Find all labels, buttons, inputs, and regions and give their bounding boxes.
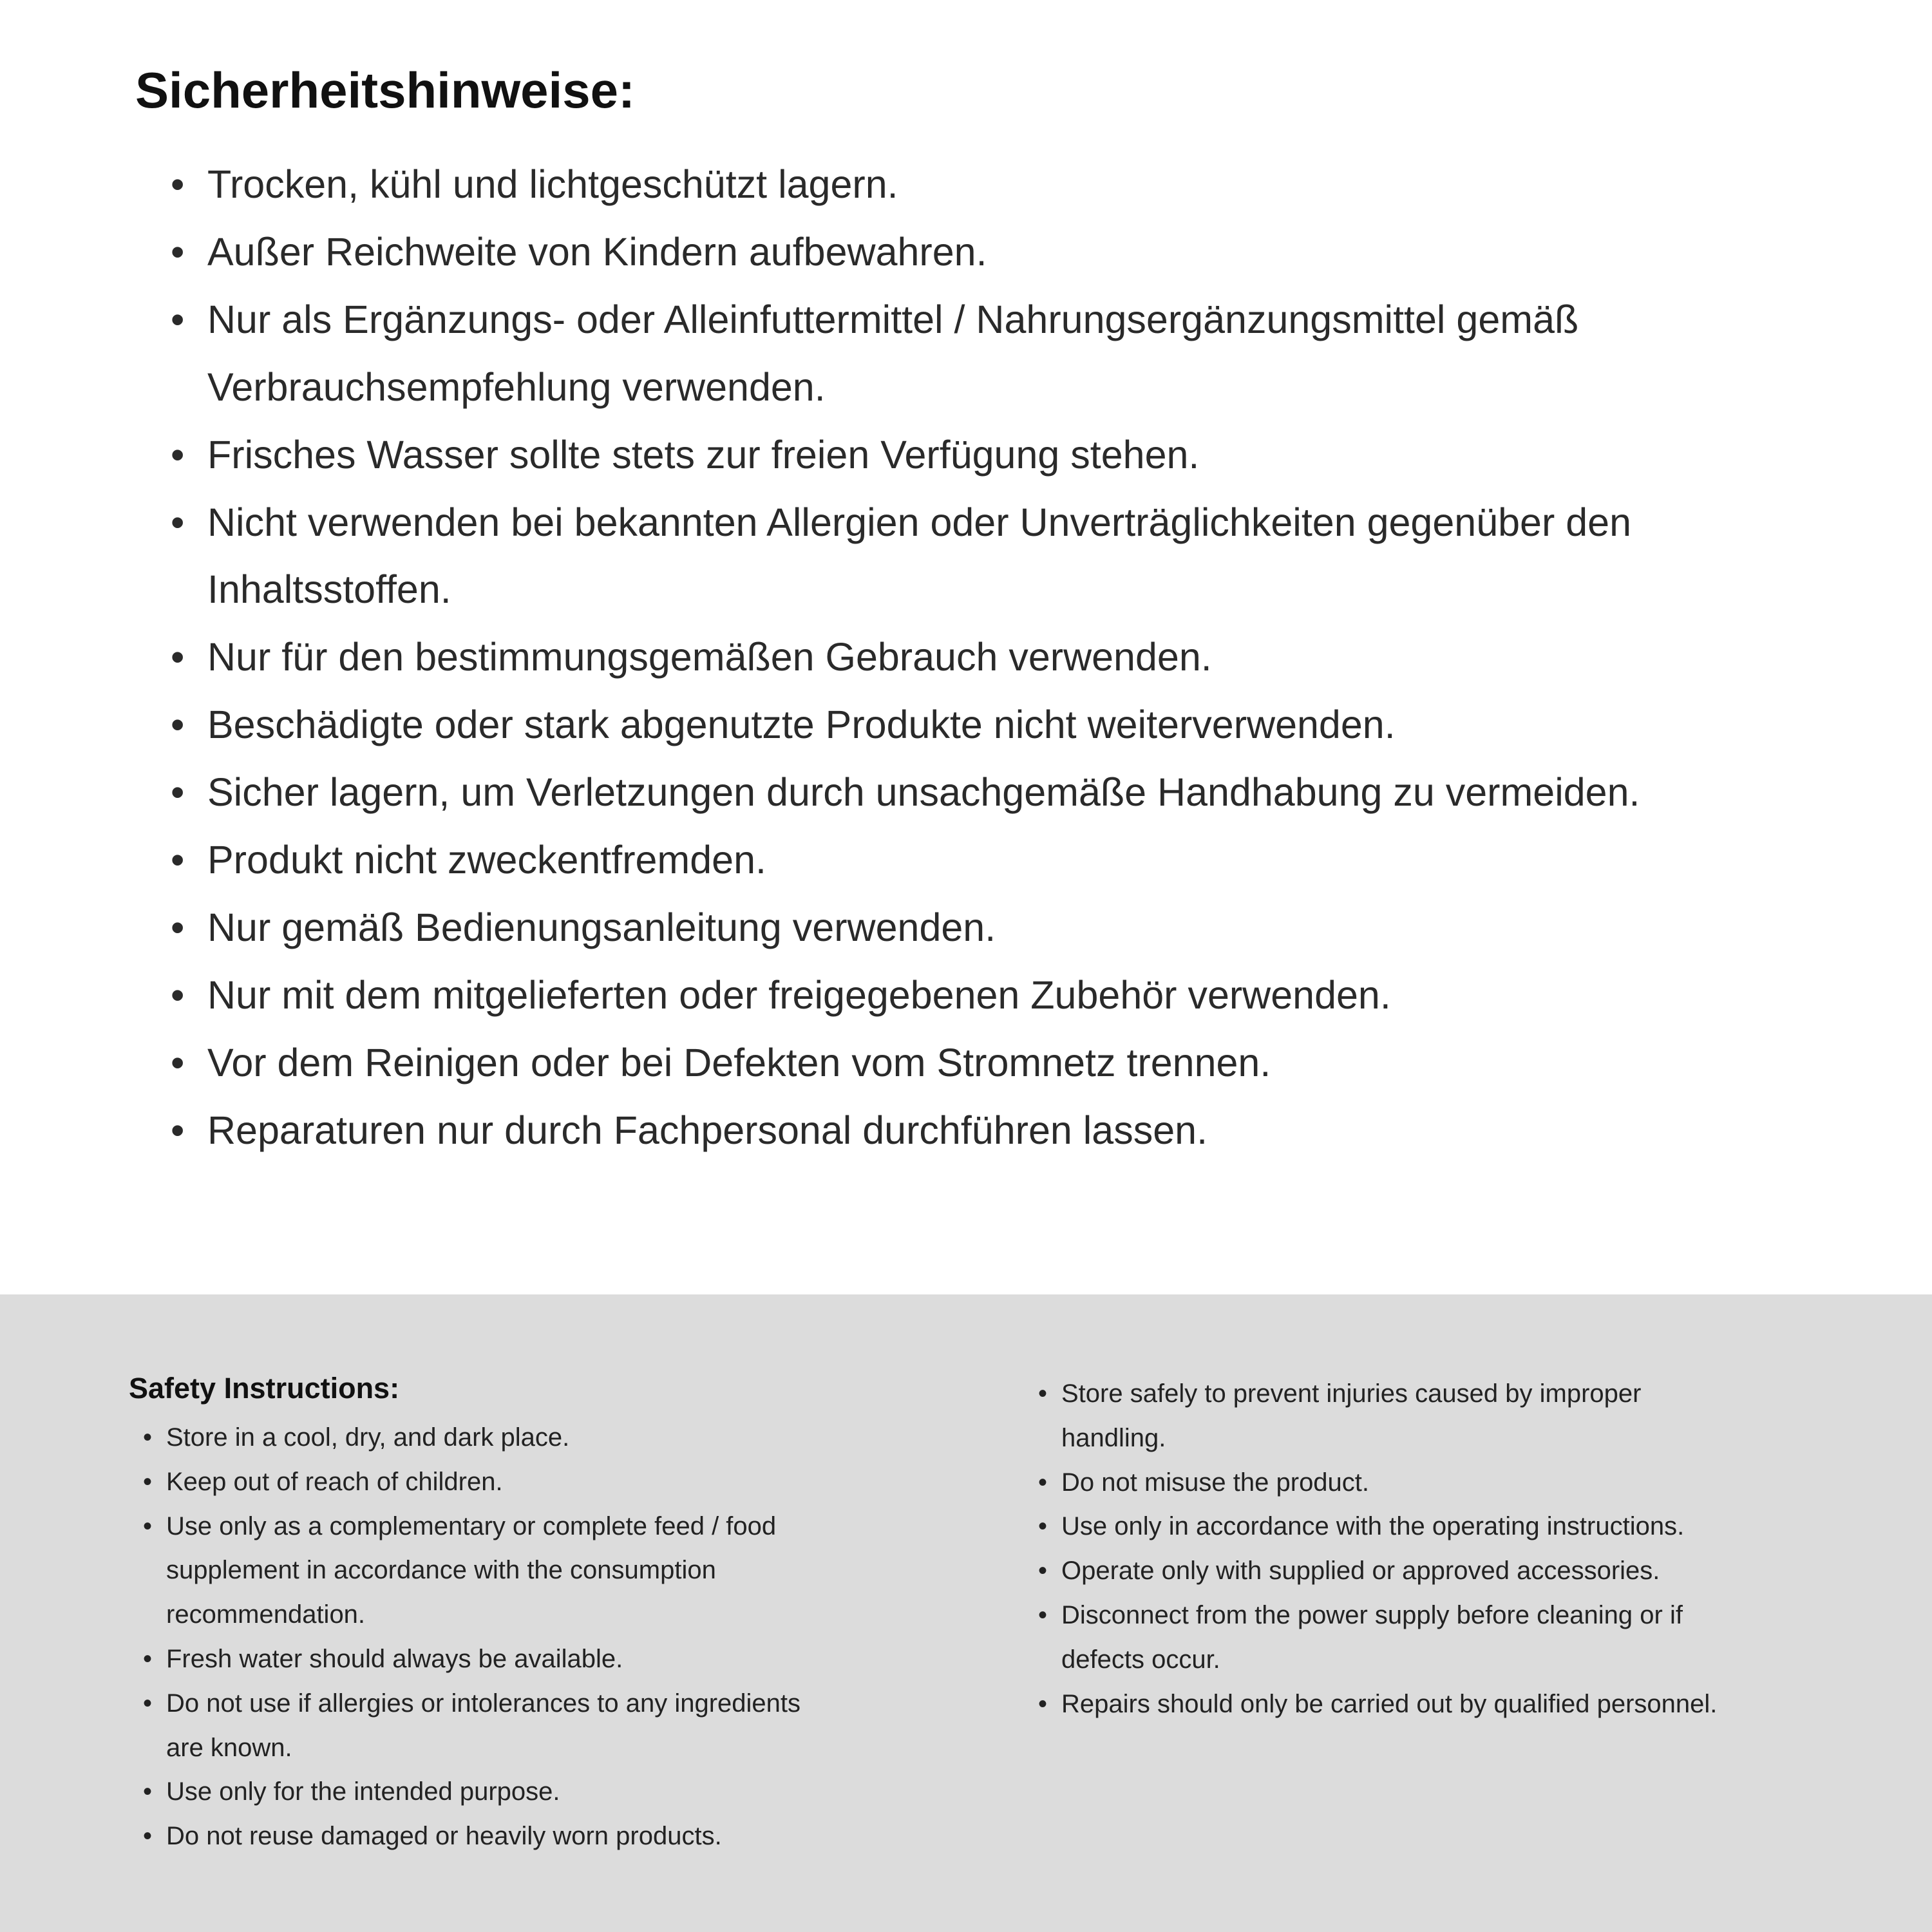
german-safety-bullet: • Produkt nicht zweckentfremden. xyxy=(135,826,1681,894)
german-safety-bullet: • Nur gemäß Bedienungsanleitung verwenden. xyxy=(135,894,1681,961)
english-safety-bullet: • Do not reuse damaged or heavily worn products. xyxy=(129,1814,823,1859)
german-safety-bullet: • Vor dem Reinigen oder bei Defekten vom Stromnetz trennen. xyxy=(135,1029,1681,1097)
english-safety-bullet: • Fresh water should always be available. xyxy=(129,1637,823,1681)
german-safety-bullet: • Frisches Wasser sollte stets zur freien Verfügung stehen. xyxy=(135,421,1681,489)
english-safety-bullet: • Store in a cool, dry, and dark place. xyxy=(129,1416,823,1460)
german-safety-bullet: • Außer Reichweite von Kindern aufbewahren. xyxy=(135,218,1681,286)
english-safety-bullet: • Do not use if allergies or intolerances to any ingredients are known. xyxy=(129,1681,823,1770)
german-safety-list xyxy=(135,151,1681,1164)
english-safety-bullet: • Keep out of reach of children. xyxy=(129,1460,823,1504)
english-right-column xyxy=(1024,1372,1829,1932)
english-left-column xyxy=(129,1372,985,1932)
german-safety-bullet: • Nur mit dem mitgelieferten oder freigegebenen Zubehör verwenden. xyxy=(135,961,1681,1029)
german-safety-bullet: • Nur als Ergänzungs- oder Alleinfuttermittel / Nahrungsergänzungsmittel gemäß Verbrauchsempfehlung verwenden. xyxy=(135,286,1681,421)
english-safety-section xyxy=(0,1294,1932,1932)
english-safety-bullet: • Operate only with supplied or approved accessories. xyxy=(1024,1549,1718,1593)
english-safety-bullet: • Use only for the intended purpose. xyxy=(129,1770,823,1814)
english-safety-list-right xyxy=(1024,1372,1829,1726)
german-safety-bullet: • Reparaturen nur durch Fachpersonal durchführen lassen. xyxy=(135,1097,1681,1164)
german-section-title: Sicherheitshinweise: xyxy=(135,62,635,118)
english-safety-list-left xyxy=(129,1416,985,1859)
german-safety-bullet: • Trocken, kühl und lichtgeschützt lagern. xyxy=(135,151,1681,218)
english-safety-bullet: • Repairs should only be carried out by qualified personnel. xyxy=(1024,1682,1718,1727)
german-safety-bullet: • Nur für den bestimmungsgemäßen Gebrauch verwenden. xyxy=(135,623,1681,691)
english-safety-bullet: • Use only as a complementary or complete feed / food supplement in accordance with the consumption recommendation. xyxy=(129,1504,823,1637)
english-safety-bullet: • Do not misuse the product. xyxy=(1024,1461,1718,1505)
german-safety-bullet: • Nicht verwenden bei bekannten Allergien oder Unverträglichkeiten gegenüber den Inhaltsstoffen. xyxy=(135,489,1681,624)
english-safety-bullet: • Store safely to prevent injuries caused by improper handling. xyxy=(1024,1372,1718,1461)
german-safety-bullet: • Beschädigte oder stark abgenutzte Produkte nicht weiterverwenden. xyxy=(135,691,1681,759)
english-safety-bullet: • Use only in accordance with the operating instructions. xyxy=(1024,1504,1718,1549)
german-safety-bullet: • Sicher lagern, um Verletzungen durch unsachgemäße Handhabung zu vermeiden. xyxy=(135,759,1681,826)
english-section-title: Safety Instructions: xyxy=(129,1372,400,1405)
english-safety-bullet: • Disconnect from the power supply before cleaning or if defects occur. xyxy=(1024,1593,1718,1682)
